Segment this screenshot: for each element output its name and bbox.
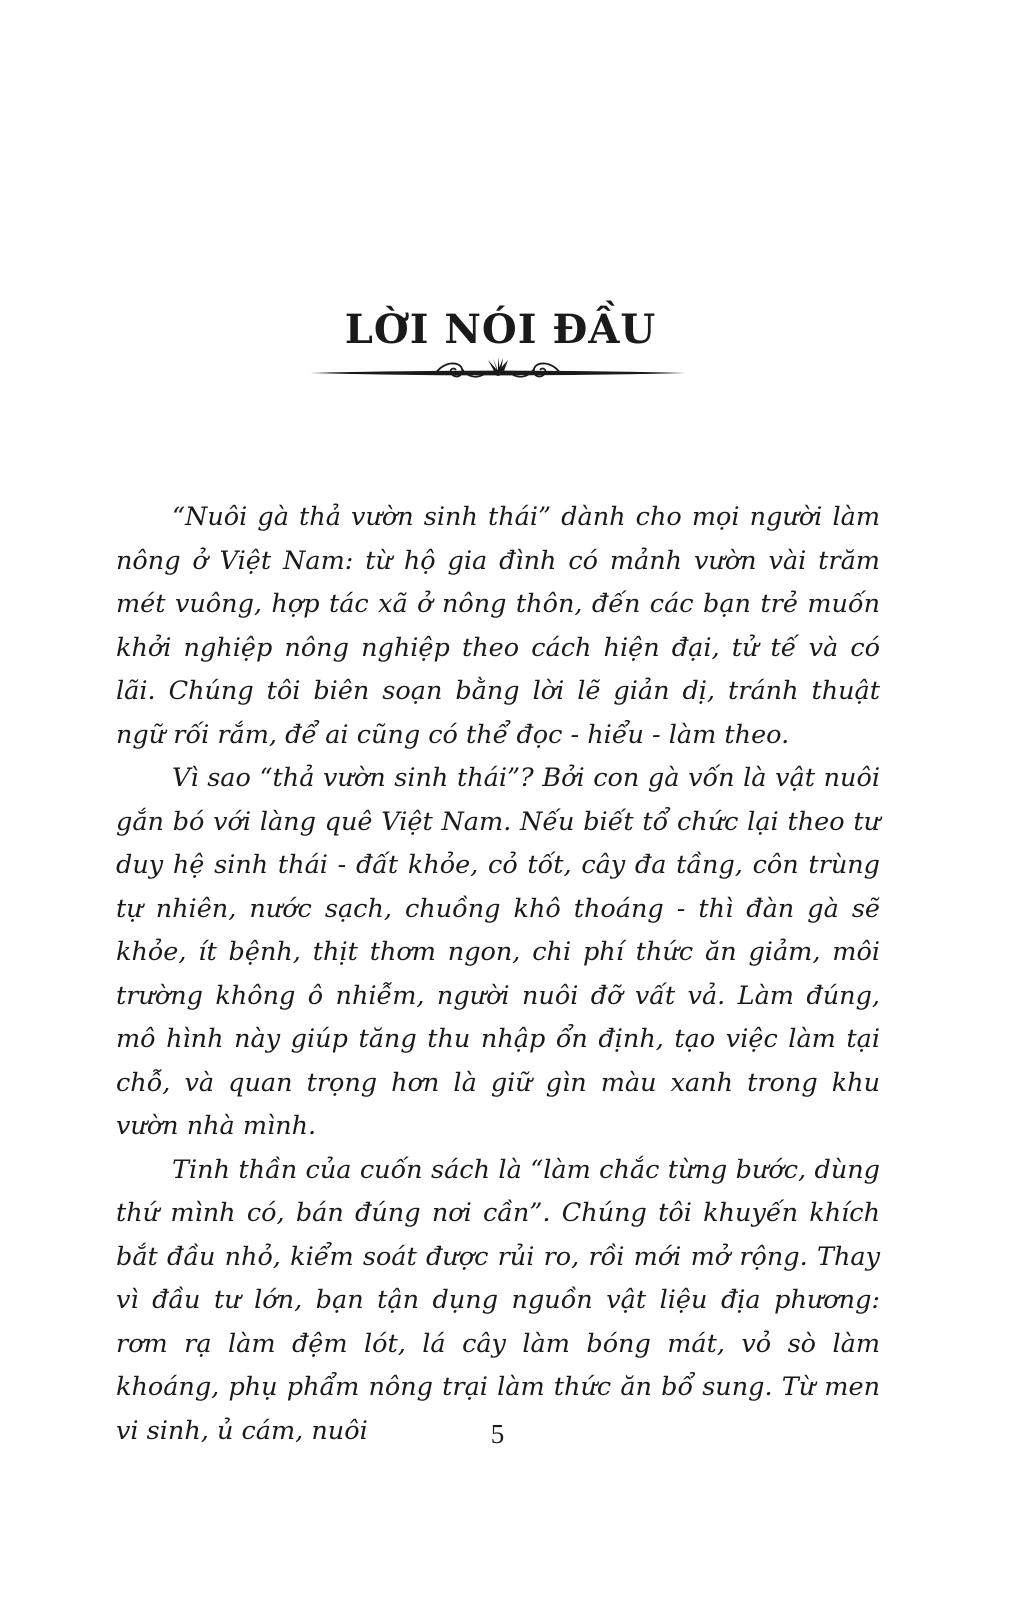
- paragraph: Vì sao “thả vườn sinh thái”? Bởi con gà vốn là vật nuôi gắn bó với làng quê Việt Nam. Nếu biết tổ chức lại theo tư duy hệ sinh thái - đất khỏe, cỏ tốt, cây đa tầng, côn trùng tự nhiên, nước sạch, chuồng khô thoáng - thì đàn gà sẽ khỏe, ít bệnh, thịt thơm ngon, chi phí thức ăn giảm, môi trường không ô nhiễm, người nuôi đỡ vất vả. Làm đúng, mô hình này giúp tăng thu nhập ổn định, tạo việc làm tại chỗ, và quan trọng hơn là giữ gìn màu xanh trong khu vườn nhà mình.: [116, 763, 880, 1141]
- chapter-title: LỜI NÓI ĐẦU: [344, 306, 657, 353]
- flourish-divider-icon: [308, 356, 688, 390]
- page-number: 5: [490, 1419, 505, 1449]
- preface-body: [116, 496, 880, 1453]
- paragraph: “Nuôi gà thả vườn sinh thái” dành cho mọi người làm nông ở Việt Nam: từ hộ gia đình có mảnh vườn vài trăm mét vuông, hợp tác xã ở nông thôn, đến các bạn trẻ muốn khởi nghiệp nông nghiệp theo cách hiện đại, tử tế và có lãi. Chúng tôi biên soạn bằng lời lẽ giản dị, tránh thuật ngữ rối rắm, để ai cũng có thể đọc - hiểu - làm theo.: [116, 502, 880, 750]
- paragraph: Tinh thần của cuốn sách là “làm chắc từng bước, dùng thứ mình có, bán đúng nơi cần”. Chúng tôi khuyến khích bắt đầu nhỏ, kiểm soát được rủi ro, rồi mới mở rộng. Thay vì đầu tư lớn, bạn tận dụng nguồn vật liệu địa phương: rơm rạ làm đệm lót, lá cây làm bóng mát, vỏ sò làm khoáng, phụ phẩm nông trại làm thức ăn bổ sung. Từ men vi sinh, ủ cám, nuôi: [116, 1154, 880, 1446]
